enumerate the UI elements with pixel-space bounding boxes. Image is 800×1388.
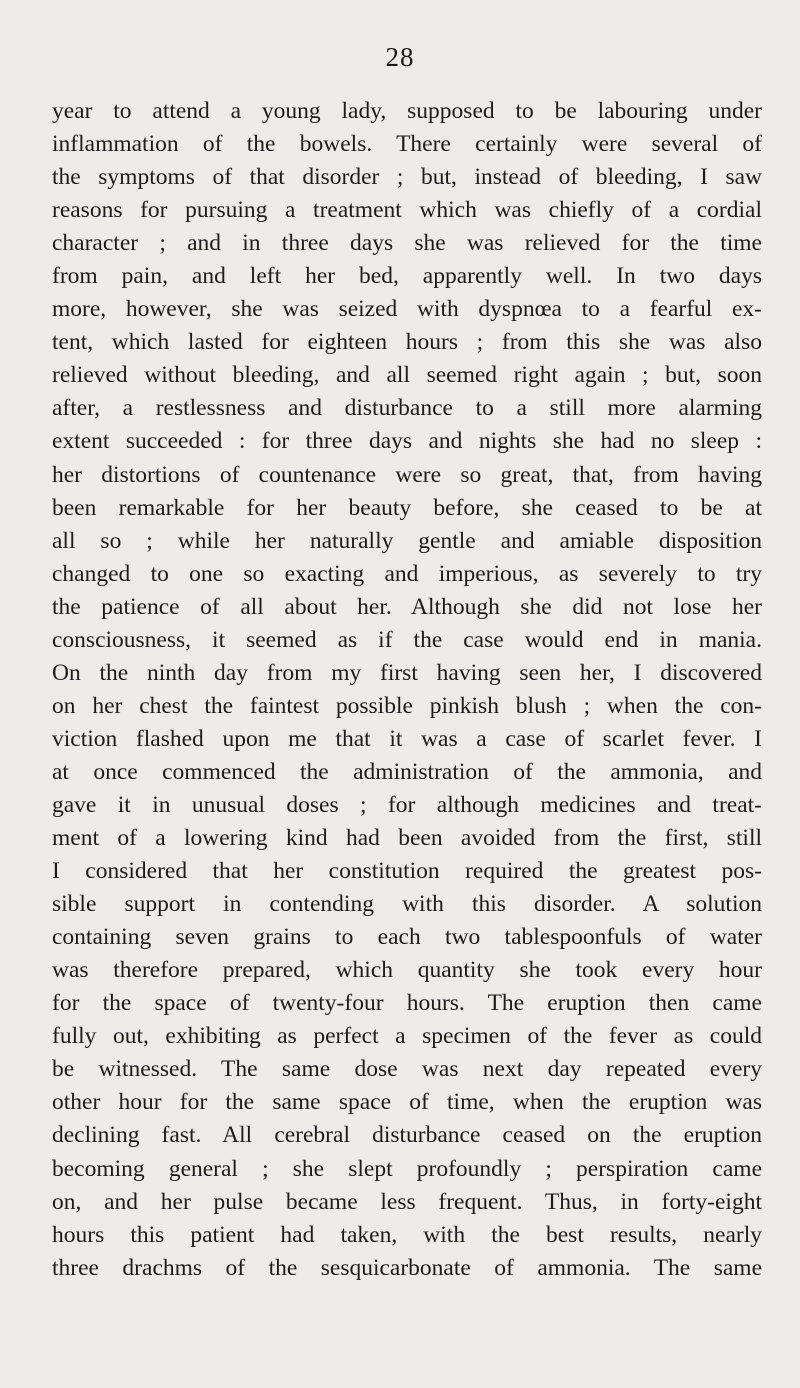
text-line: all so ; while her naturally gentle and amiable disposition	[52, 527, 762, 554]
text-line: hours this patient had taken, with the best results, nearly	[52, 1221, 762, 1248]
text-line: gave it in unusual doses ; for although medicines and treat-	[52, 791, 762, 818]
body-text	[52, 95, 762, 1285]
text-line: at once commenced the administration of the ammonia, and	[52, 758, 762, 785]
text-line: other hour for the same space of time, when the eruption was	[52, 1089, 762, 1116]
text-line: containing seven grains to each two tablespoonfuls of water	[52, 924, 762, 951]
text-line: extent succeeded : for three days and nights she had no sleep :	[52, 428, 762, 455]
text-line: on her chest the faintest possible pinkish blush ; when the con-	[52, 692, 762, 719]
text-line: I considered that her constitution required the greatest pos-	[52, 858, 762, 885]
text-line: character ; and in three days she was relieved for the time	[52, 230, 762, 257]
text-line: her distortions of countenance were so great, that, from having	[52, 461, 762, 488]
text-line: On the ninth day from my first having seen her, I discovered	[52, 659, 762, 686]
text-line: on, and her pulse became less frequent. Thus, in forty-eight	[52, 1188, 762, 1215]
text-line: be witnessed. The same dose was next day repeated every	[52, 1056, 762, 1083]
text-line: been remarkable for her beauty before, she ceased to be at	[52, 494, 762, 521]
text-line: inflammation of the bowels. There certainly were several of	[52, 131, 762, 158]
text-line: declining fast. All cerebral disturbance ceased on the eruption	[52, 1122, 762, 1149]
text-line: relieved without bleeding, and all seemed right again ; but, soon	[52, 362, 762, 389]
text-line: for the space of twenty-four hours. The eruption then came	[52, 990, 762, 1017]
text-line: was therefore prepared, which quantity she took every hour	[52, 957, 762, 984]
text-line: the symptoms of that disorder ; but, instead of bleeding, I saw	[52, 164, 762, 191]
page-number: 28	[385, 42, 415, 72]
text-line: tent, which lasted for eighteen hours ; from this she was also	[52, 329, 762, 356]
text-line: consciousness, it seemed as if the case would end in mania.	[52, 626, 762, 653]
text-line: the patience of all about her. Although she did not lose her	[52, 593, 762, 620]
text-line: more, however, she was seized with dyspnœa to a fearful ex-	[52, 296, 762, 323]
text-line: after, a restlessness and disturbance to a still more alarming	[52, 395, 762, 422]
text-line: changed to one so exacting and imperious, as severely to try	[52, 560, 762, 587]
text-line: from pain, and left her bed, apparently well. In two days	[52, 263, 762, 290]
text-line: fully out, exhibiting as perfect a specimen of the fever as could	[52, 1023, 762, 1050]
text-line: sible support in contending with this disorder. A solution	[52, 891, 762, 918]
text-line: viction flashed upon me that it was a case of scarlet fever. I	[52, 725, 762, 752]
text-line: ment of a lowering kind had been avoided from the first, still	[52, 825, 762, 852]
text-line: reasons for pursuing a treatment which was chiefly of a cordial	[52, 197, 762, 224]
text-line: becoming general ; she slept profoundly ; perspiration came	[52, 1155, 762, 1182]
text-line: year to attend a young lady, supposed to be labouring under	[52, 98, 762, 124]
text-line: three drachms of the sesquicarbonate of ammonia. The same	[52, 1254, 762, 1281]
